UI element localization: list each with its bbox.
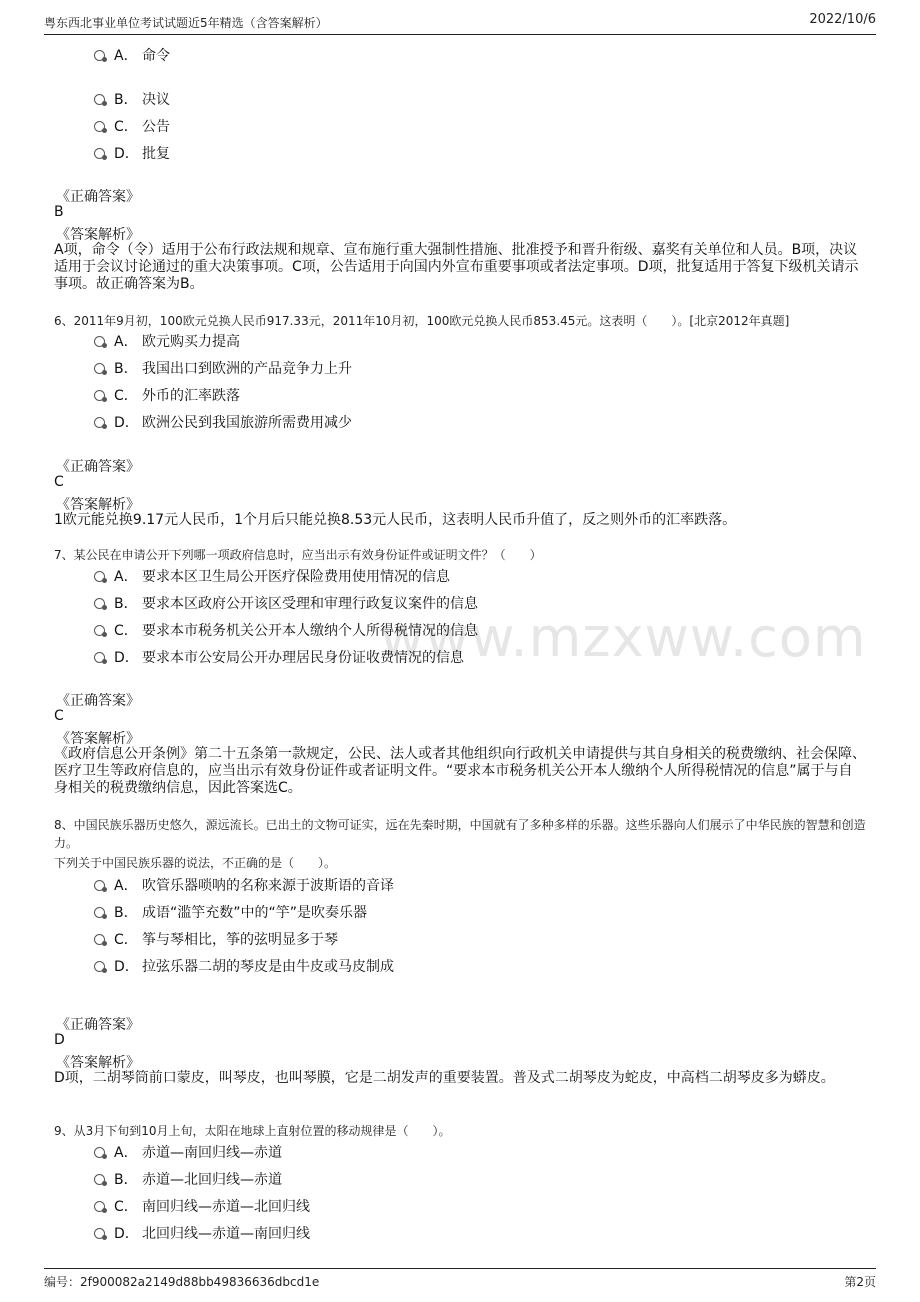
document-code: 编号：2f900082a2149d88bb49836636dbcd1e	[44, 1275, 320, 1289]
radio-icon[interactable]	[94, 1201, 105, 1212]
radio-icon[interactable]	[94, 934, 105, 945]
radio-icon[interactable]	[94, 121, 105, 132]
radio-icon[interactable]	[94, 363, 105, 374]
radio-icon[interactable]	[94, 148, 105, 159]
watermark: www.mzxww.com	[380, 606, 867, 669]
q6-analysis-label: 《答案解析》	[56, 497, 140, 513]
radio-icon[interactable]	[94, 880, 105, 891]
q5-answer: B	[54, 204, 64, 220]
q8-correct-label: 《正确答案》	[56, 1017, 140, 1033]
radio-icon[interactable]	[94, 390, 105, 401]
radio-icon[interactable]	[94, 652, 105, 663]
document-title: 粤东西北事业单位考试试题近5年精选（含答案解析）	[44, 16, 328, 30]
q9-question: 9、从3月下旬到10月上旬，太阳在地球上直射位置的移动规律是（ ）。	[54, 1124, 451, 1138]
radio-icon[interactable]	[94, 625, 105, 636]
radio-icon[interactable]	[94, 1147, 105, 1158]
q8-analysis-label: 《答案解析》	[56, 1055, 140, 1071]
q8-analysis: D项，二胡琴筒前口蒙皮，叫琴皮，也叫琴膜，它是二胡发声的重要装置。普及式二胡琴皮为蛇皮，中高档二胡琴皮多为蟒皮。	[54, 1070, 835, 1086]
radio-icon[interactable]	[94, 571, 105, 582]
page-header	[44, 10, 876, 35]
q8-answer: D	[54, 1032, 65, 1048]
q7-analysis: 《政府信息公开条例》第二十五条第一款规定，公民、法人或者其他组织向行政机关申请提供与其自身相关的税费缴纳、社会保障、医疗卫生等政府信息的，应当出示有效身份证件或者证明文件。“要求本市税务机关公开本人缴纳个人所得税情况的信息”属于与自身相关的税费缴纳信息，因此答案选C。	[54, 746, 866, 796]
radio-icon[interactable]	[94, 1174, 105, 1185]
q7-answer: C	[54, 708, 64, 724]
q8-question: 8、中国民族乐器历史悠久，源远流长。已出土的文物可证实，远在先秦时期，中国就有了多种多样的乐器。这些乐器向人们展示了中华民族的智慧和创造力。	[54, 818, 866, 850]
q7-question: 7、某公民在申请公开下列哪一项政府信息时，应当出示有效身份证件或证明文件？（ ）	[54, 548, 542, 562]
radio-icon[interactable]	[94, 598, 105, 609]
radio-icon[interactable]	[94, 417, 105, 428]
q6-analysis: 1欧元能兑换9.17元人民币，1个月后只能兑换8.53元人民币，这表明人民币升值了，反之则外币的汇率跌落。	[54, 512, 737, 528]
radio-icon[interactable]	[94, 336, 105, 347]
q8-question-2: 下列关于中国民族乐器的说法，不正确的是（ ）。	[54, 856, 337, 870]
q5-correct-label: 《正确答案》	[56, 189, 140, 205]
q5-analysis-label: 《答案解析》	[56, 227, 140, 243]
radio-icon[interactable]	[94, 961, 105, 972]
q6-question: 6、2011年9月初，100欧元兑换人民币917.33元，2011年10月初，100欧元兑换人民币853.45元。这表明（ ）。[北京2012年真题]	[54, 314, 790, 328]
document-date: 2022/10/6	[809, 12, 876, 27]
radio-icon[interactable]	[94, 50, 105, 61]
q7-analysis-label: 《答案解析》	[56, 731, 140, 747]
radio-icon[interactable]	[94, 94, 105, 105]
q7-correct-label: 《正确答案》	[56, 693, 140, 709]
radio-icon[interactable]	[94, 1228, 105, 1239]
page-number: 第2页	[844, 1275, 876, 1289]
page-footer	[44, 1268, 876, 1293]
q5-analysis: A项，命令（令）适用于公布行政法规和规章、宣布施行重大强制性措施、批准授予和晋升衔级、嘉奖有关单位和人员。B项，决议适用于会议讨论通过的重大决策事项。C项，公告适用于向国内外宣布重要事项或者法定事项。D项，批复适用于答复下级机关请示事项。故正确答案为B。	[54, 242, 859, 292]
q6-answer: C	[54, 474, 64, 490]
radio-icon[interactable]	[94, 907, 105, 918]
q6-correct-label: 《正确答案》	[56, 459, 140, 475]
